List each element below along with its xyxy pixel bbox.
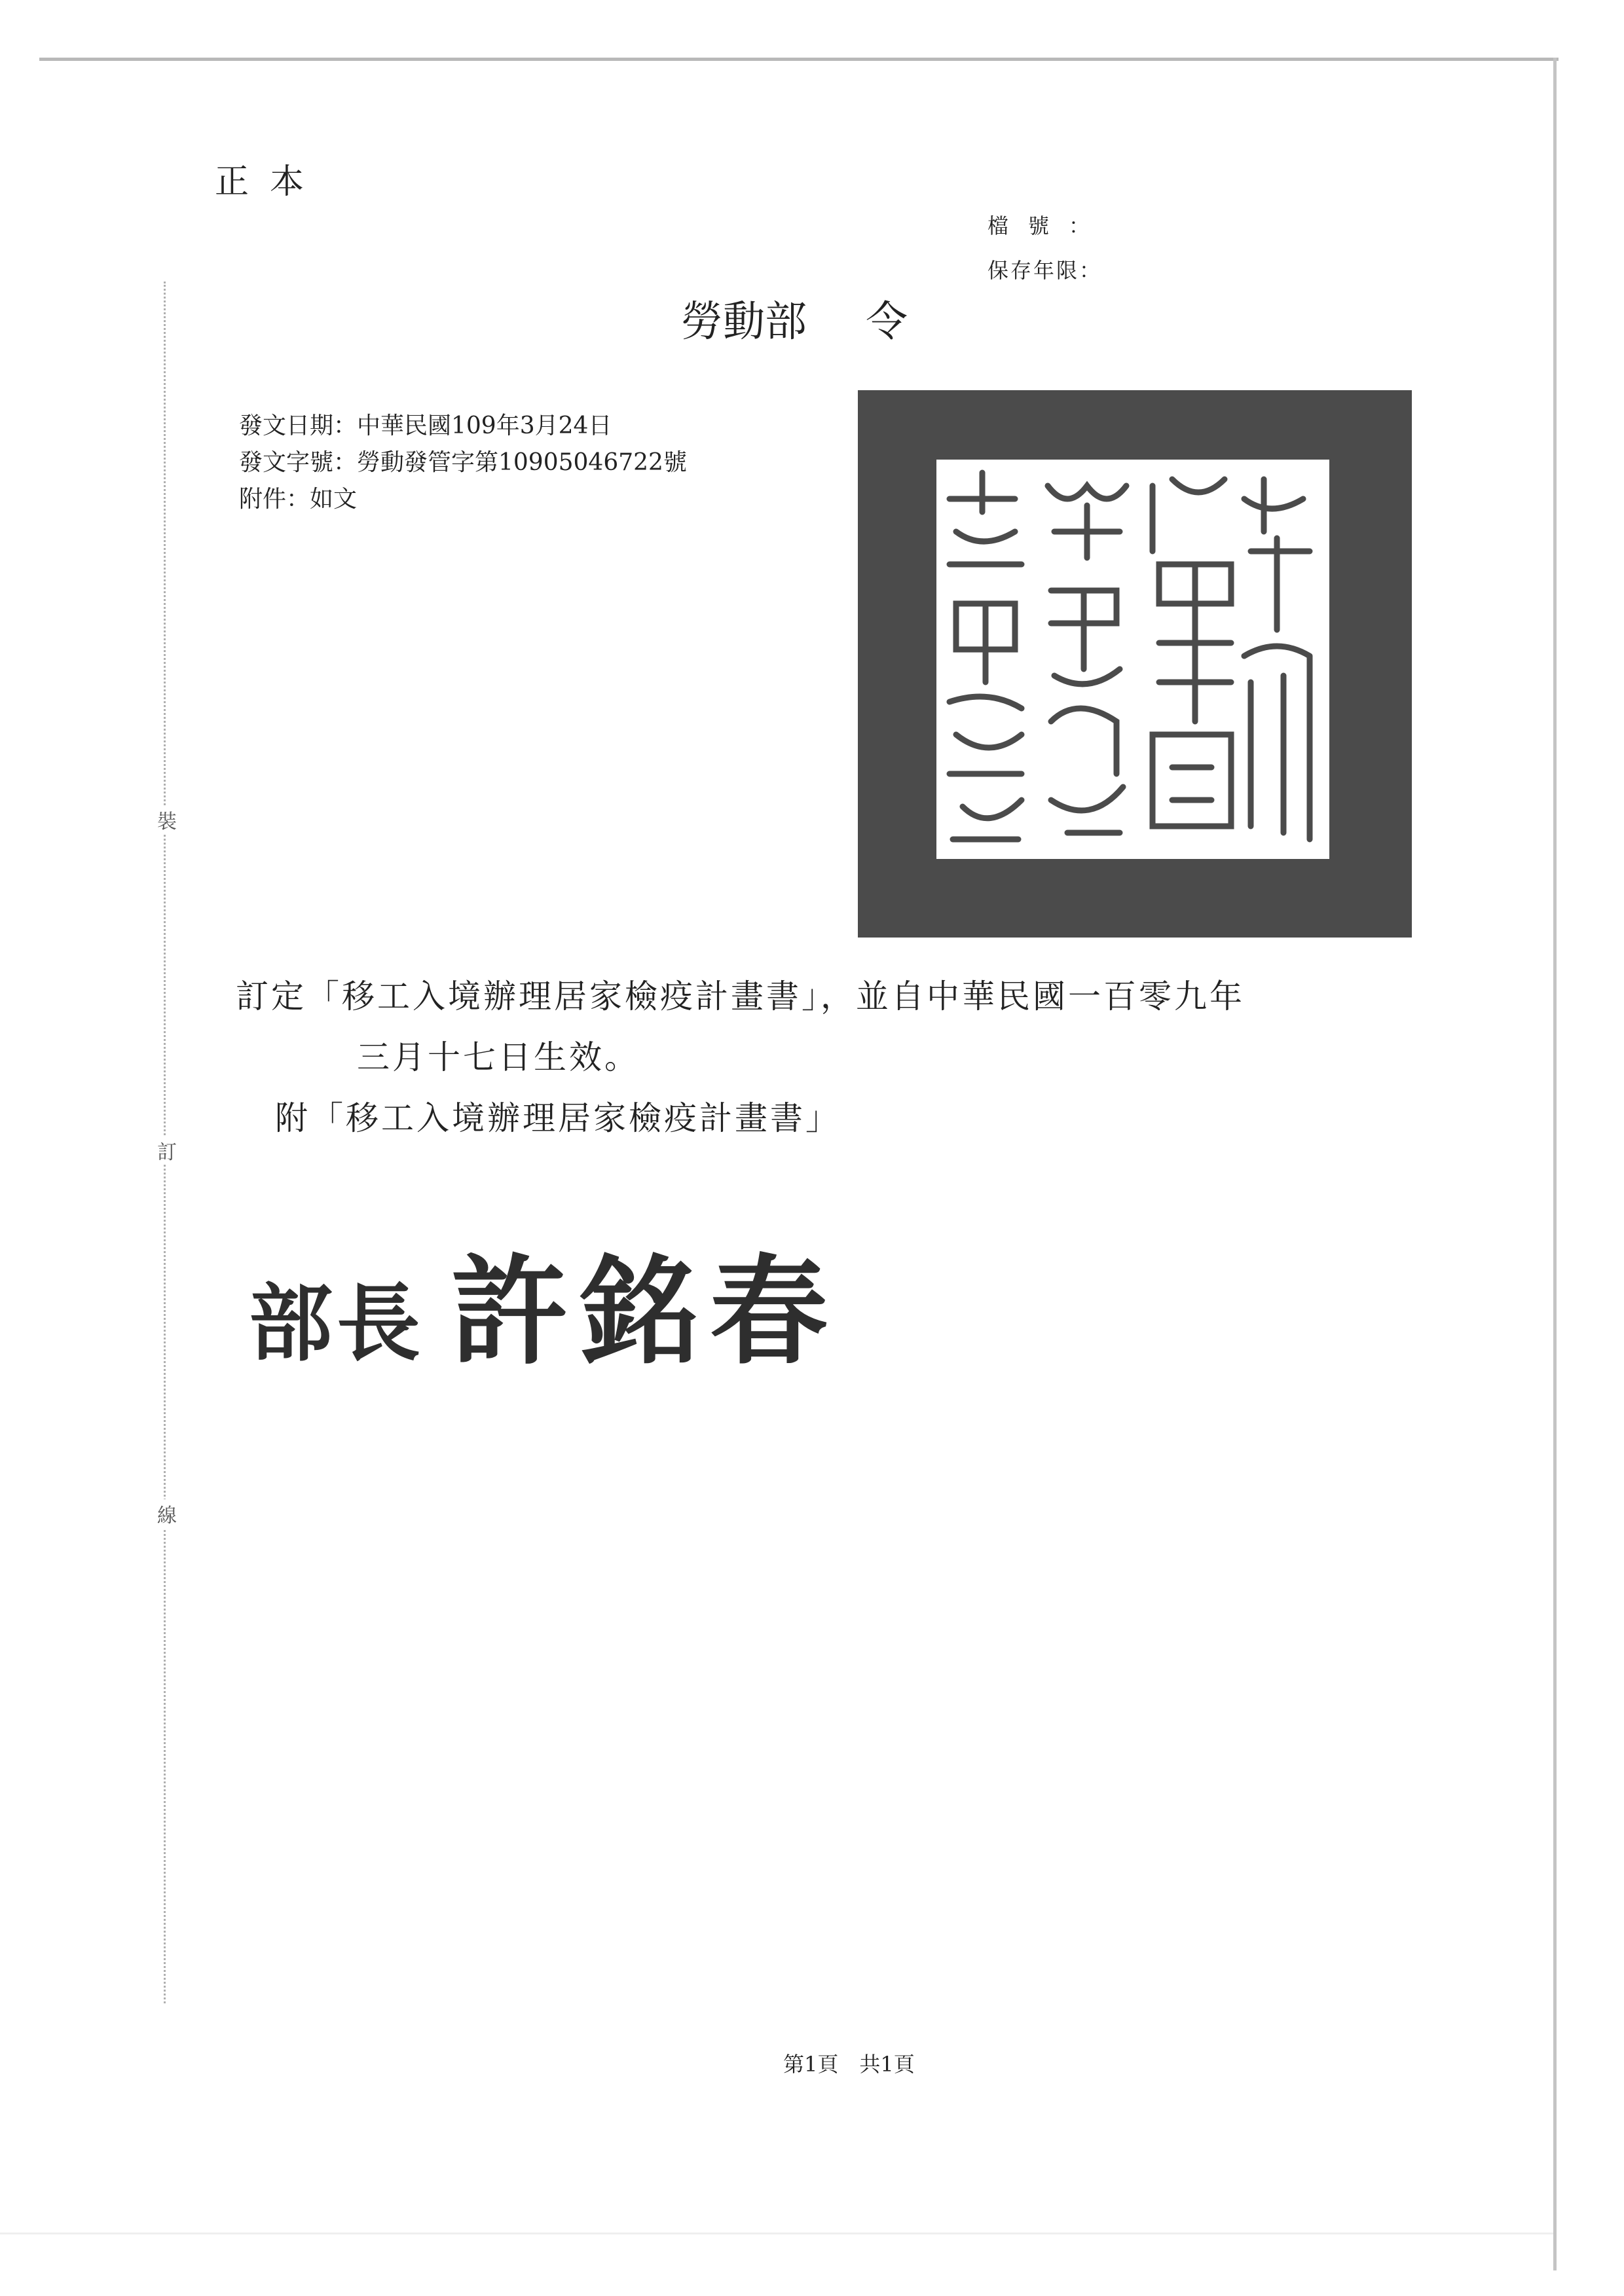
attachment-line: 附「移工入境辦理居家檢疫計畫書」 xyxy=(275,1099,841,1137)
binding-mark-ding: 訂 xyxy=(157,1136,177,1165)
binding-mark-xian: 線 xyxy=(157,1499,177,1528)
title-type: 令 xyxy=(866,298,908,346)
attachment-note: 附件：如文 xyxy=(239,486,358,513)
binding-mark-zhuang: 裝 xyxy=(157,805,177,834)
page-footer: 第1頁 共1頁 xyxy=(783,2052,915,2077)
file-number-label: 檔號： xyxy=(987,213,1110,238)
issue-date: 發文日期：中華民國109年3月24日 xyxy=(239,412,612,439)
scan-edge-right xyxy=(1553,58,1557,2270)
retention-period-label: 保存年限： xyxy=(987,258,1103,283)
title-agency: 勞動部 xyxy=(681,298,807,346)
seal-inner xyxy=(936,460,1329,859)
document-title xyxy=(681,288,908,348)
body-paragraph-line-2: 三月十七日生效。 xyxy=(357,1038,640,1076)
signature-title: 部長 xyxy=(249,1275,425,1373)
scan-edge-bottom xyxy=(0,2232,1553,2234)
scan-edge-top xyxy=(39,58,1559,61)
body-paragraph-line-1: 訂定「移工入境辦理居家檢疫計畫書」，並自中華民國一百零九年 xyxy=(236,977,1245,1015)
document-number: 發文字號：勞動發管字第10905046722號 xyxy=(239,449,687,476)
signature-name: 許銘春 xyxy=(451,1243,840,1381)
minister-signature xyxy=(249,1218,840,1387)
copy-label: 正本 xyxy=(215,162,325,202)
official-seal xyxy=(858,390,1412,938)
seal-script-icon xyxy=(936,460,1329,859)
